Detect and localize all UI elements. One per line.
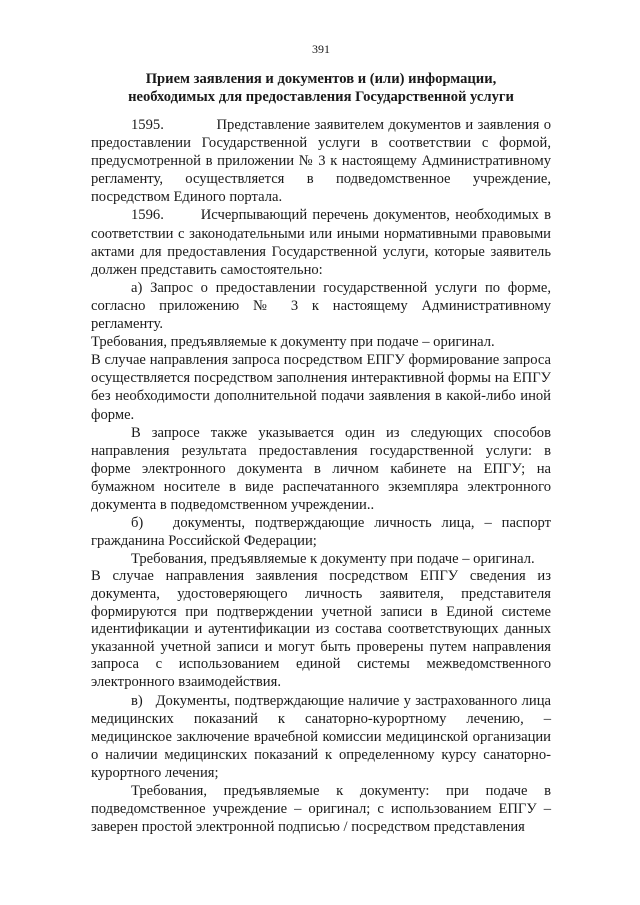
document-page xyxy=(91,0,551,836)
paragraph-item-a-requirements: Требования, предъявляемые к документу при подаче – оригинал. xyxy=(91,334,495,351)
paragraph-item-b: б) документы, подтверждающие личность лица, – паспорт гражданина Российской Федерации; xyxy=(91,515,551,550)
paragraph-item-b-epgu: В случае направления заявления посредством ЕПГУ сведения из документа, удостоверяющего личность заявителя, представителя формируются при подтверждении учетной записи в Единой системе идентификации и аутентификации из состава соответствующих данных указанной учетной записи и могут быть проверены путем направления запроса с использованием единой системы межведомственного электронного взаимодействия. xyxy=(91,568,551,690)
paragraph-item-a: а) Запрос о предоставлении государственной услуги по форме, согласно приложению № 3 к настоящему Административному регламенту. xyxy=(91,279,551,333)
paragraph-1596: 1596. Исчерпывающий перечень документов, необходимых в соответствии с законодательными или иными нормативными правовыми актами для предоставления Государственной услуги, которые заявитель должен представить самостоятельно: xyxy=(91,207,551,278)
paragraph-item-b-requirements: Требования, предъявляемые к документу при подаче – оригинал. xyxy=(131,551,535,568)
paragraph-item-a-delivery-method: В запросе также указывается один из следующих способов направления результата предоставления государственной услуги: в форме электронного документа в личном кабинете на ЕПГУ; на бумажном носителе в виде распечатанного экземпляра электронного документа в подведомственном учреждении.. xyxy=(91,424,551,513)
paragraph-item-a-epgu: В случае направления запроса посредством ЕПГУ формирование запроса осуществляется посредством заполнения интерактивной формы на ЕПГУ без необходимости дополнительной подачи заявления в какой-либо иной форме. xyxy=(91,352,551,423)
paragraph-item-v: в) Документы, подтверждающие наличие у застрахованного лица медицинских показаний к санаторно-курортному лечению, – медицинское заключение врачебной комиссии медицинской организации о наличии медицинских показаний к определенному курсу санаторно-курортного лечения; xyxy=(91,692,551,781)
paragraph-1595: 1595. Представление заявителем документов и заявления о предоставлении Государственной услуги в соответствии с формой, предусмотренной в приложении № 3 к настоящему Административному регламенту, осуществляется в подведомственное учреждение, посредством Единого портала. xyxy=(91,117,551,206)
section-heading-line-2: необходимых для предоставления Государственной услуги xyxy=(128,89,514,105)
section-heading-line-1: Прием заявления и документов и (или) информации, xyxy=(145,71,497,87)
document-body xyxy=(91,116,551,836)
paragraph-item-v-requirements: Требования, предъявляемые к документу: при подаче в подведомственное учреждение – оригинал; с использованием ЕПГУ – заверен простой электронной подписью / посредством представления xyxy=(91,782,551,836)
page-number: 391 xyxy=(312,42,330,56)
section-heading xyxy=(91,70,551,106)
